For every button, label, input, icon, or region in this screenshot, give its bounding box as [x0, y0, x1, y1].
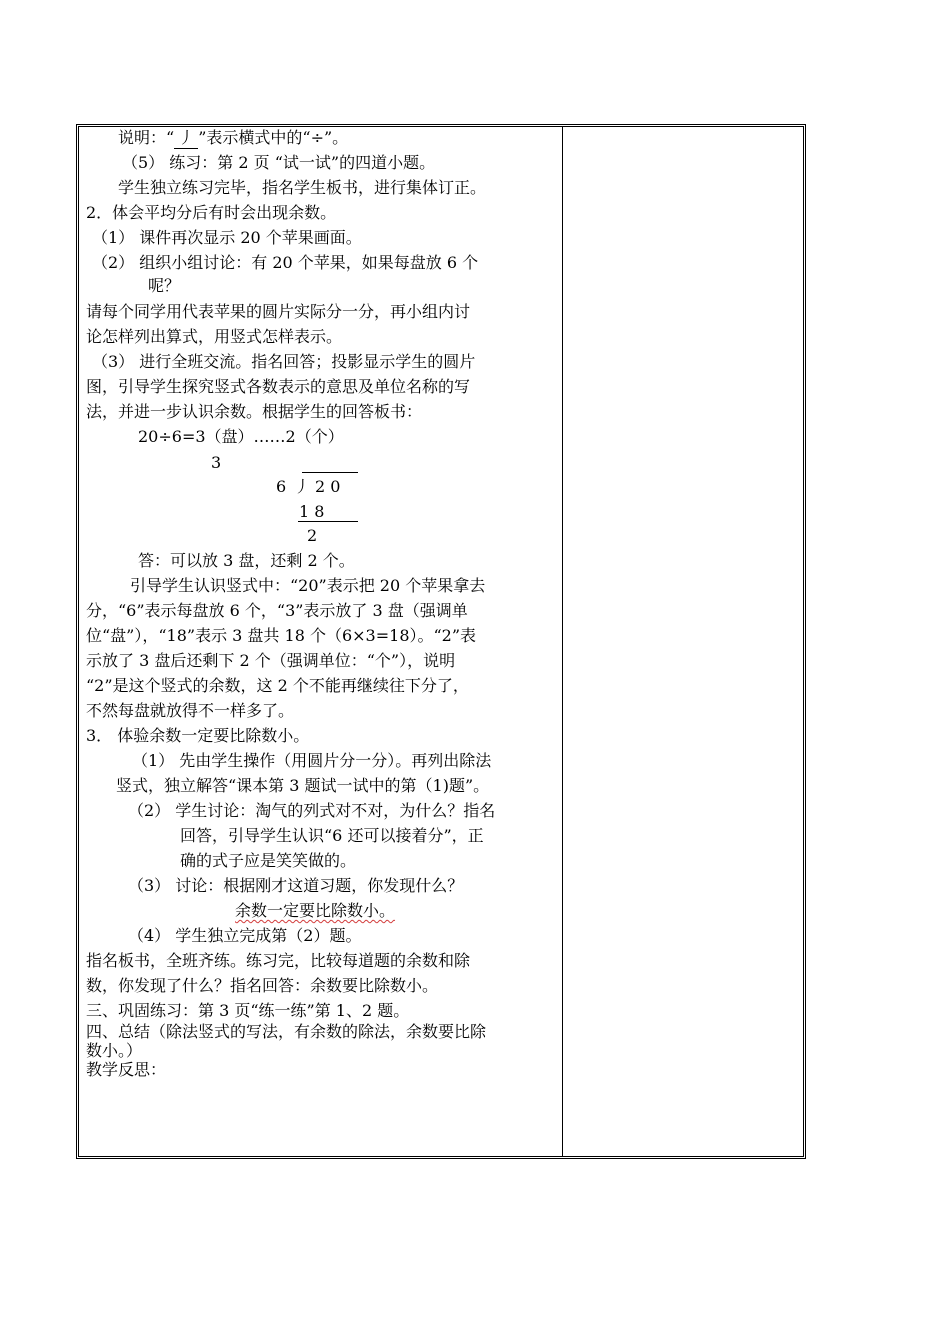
text-line: 竖式，独立解答“课本第 3 题试一试中的第（1)题”。	[116, 776, 490, 795]
text-line: 确的式子应是笑笑做的。	[180, 851, 357, 870]
reflection-heading: 教学反思：	[86, 1060, 167, 1079]
remainder: 2	[307, 526, 318, 545]
text-line: 分，“6”表示每盘放 6 个，“3”表示放了 3 盘（强调单	[86, 601, 468, 620]
division-bar	[302, 472, 358, 473]
text-line: 回答，引导学生认识“6 还可以接着分”，正	[180, 826, 484, 845]
text-line: （2） 学生讨论：淘气的列式对不对，为什么？指名	[128, 801, 496, 820]
text-line: （1） 课件再次显示 20 个苹果画面。	[92, 228, 362, 247]
text-line: （3） 进行全班交流。指名回答；投影显示学生的圆片	[92, 352, 476, 371]
text-line: 指名板书，全班齐练。练习完，比较每道题的余数和除	[86, 951, 471, 970]
explanation-line	[118, 128, 348, 149]
text-line: 图，引导学生探究竖式各数表示的意思及单位名称的写	[86, 377, 471, 396]
text-line: 法，并进一步认识余数。根据学生的回答板书：	[86, 402, 423, 421]
text-line: （4） 学生独立完成第（2）题。	[128, 926, 362, 945]
section-heading: 四、总结（除法竖式的写法，有余数的除法，余数要比除	[86, 1022, 487, 1041]
section-heading: 三、巩固练习：第 3 页“练一练”第 1、2 题。	[86, 1001, 410, 1020]
text-line: 位“盘”），“18”表示 3 盘共 18 个（6×3=18）。“2”表	[86, 626, 477, 645]
text-line: 数小。）	[86, 1041, 143, 1060]
key-conclusion: 余数一定要比除数小。	[235, 901, 396, 920]
text-line: 不然每盘就放得不一样多了。	[86, 701, 295, 720]
notes-cell	[563, 127, 803, 1156]
text-line: “2”是这个竖式的余数，这 2 个不能再继续往下分了，	[86, 676, 469, 695]
text-line: 论怎样列出算式，用竖式怎样表示。	[86, 327, 343, 346]
section-heading: 3． 体验余数一定要比除数小。	[86, 726, 310, 745]
division-bracket-symbol: 丿	[174, 128, 198, 149]
equation-line: 20÷6=3（盘）……2（个）	[138, 427, 344, 446]
product: 1 8	[299, 502, 325, 521]
text-line: 学生独立练习完毕，指名学生板书，进行集体订正。	[118, 178, 487, 197]
text-line: 请每个同学用代表苹果的圆片实际分一分，再小组内讨	[86, 302, 471, 321]
explanation-prefix: 说明：“	[118, 128, 175, 147]
section-heading: 2．体会平均分后有时会出现余数。	[86, 203, 337, 222]
explanation-suffix: ”表示横式中的“÷”。	[198, 128, 349, 147]
text-line: 数，你发现了什么？指名回答：余数要比除数小。	[86, 976, 439, 995]
division-bracket: 丿	[294, 477, 311, 496]
text-line: （3） 讨论：根据刚才这道习题，你发现什么？	[128, 876, 464, 895]
text-line: 引导学生认识竖式中：“20”表示把 20 个苹果拿去	[130, 576, 486, 595]
text-line: （5） 练习：第 2 页 “试一试”的四道小题。	[122, 153, 436, 172]
subtraction-bar	[298, 521, 358, 522]
text-line: （2） 组织小组讨论：有 20 个苹果，如果每盘放 6 个	[92, 253, 479, 272]
dividend: 2 0	[315, 477, 341, 496]
quotient: 3	[211, 453, 222, 472]
text-line: 呢？	[148, 276, 181, 295]
divisor: 6	[276, 477, 287, 496]
answer-line: 答：可以放 3 盘，还剩 2 个。	[138, 551, 355, 570]
text-line: （1） 先由学生操作（用圆片分一分）。再列出除法	[132, 751, 492, 770]
text-line: 示放了 3 盘后还剩下 2 个（强调单位：“个”），说明	[86, 651, 456, 670]
